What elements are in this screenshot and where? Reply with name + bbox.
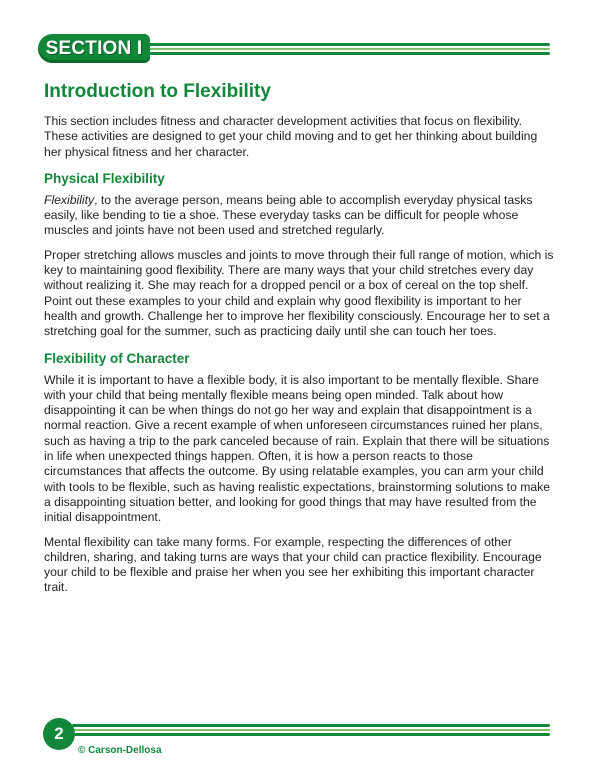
character-paragraph-1: While it is important to have a flexible body, it is also important to be mentally flexible. Share with your child that being mentally flexible means being open minded. Talk about how disappointing it can be when things do not go her way and explain that disappointment is a normal reaction. Give a recent example of when unforeseen circumstances ruined her plans, such as having a trip to the park canceled because of rain. Explain that there will be situations in life when unexpected things happen. Often, it is how a person reacts to those circumstances that affects the outcome. By using relatable examples, you can arm your child with tools to be flexible, such as having realistic expectations, brainstorming solutions to make a disappointing situation better, and looking for good things that may have resulted from the initial disappointment. bbox=[44, 372, 551, 525]
physical-flexibility-heading: Physical Flexibility bbox=[44, 170, 165, 186]
character-flexibility-heading: Flexibility of Character bbox=[44, 350, 190, 366]
physical-paragraph-1-text: , to the average person, means being able to accomplish everyday physical tasks easily, like bending to tie a shoe. These everyday tasks can be difficult for people whose muscles and joints have not been used and stretched regularly. bbox=[44, 192, 533, 238]
physical-paragraph-2: Proper stretching allows muscles and joints to move through their full range of motion, which is key to maintaining good flexibility. There are many ways that your child stretches every day without realizing it. She may reach for a dropped pencil or a box of cereal on the top shelf. Point out these examples to your child and explain why good flexibility is important to her health and growth. Challenge her to improve her flexibility consciously. Encourage her to set a stretching goal for the summer, such as practicing daily until she can touch her toes. bbox=[44, 247, 554, 339]
section-header bbox=[38, 34, 550, 64]
flexibility-term: Flexibility bbox=[44, 192, 95, 207]
character-paragraph-2: Mental flexibility can take many forms. For example, respecting the differences of other children, sharing, and taking turns are ways that your child can practice flexibility. Encourage your child to be flexible and praise her when you see her exhibiting this important character trait. bbox=[44, 534, 542, 595]
page-title: Introduction to Flexibility bbox=[44, 81, 271, 102]
main-content bbox=[44, 78, 554, 605]
section-label: SECTION I bbox=[45, 38, 143, 59]
physical-paragraph-1 bbox=[44, 193, 554, 239]
footer-rule-mid bbox=[72, 729, 550, 731]
header-rule-top bbox=[138, 43, 550, 46]
page-number-badge: 2 bbox=[43, 718, 75, 750]
header-rule-mid bbox=[138, 48, 550, 50]
intro-paragraph: This section includes fitness and character development activities that focus on flexibility. These activities are designed to get your child moving and to get her thinking about building her physical fitness and her character. bbox=[44, 114, 538, 159]
copyright-text: © Carson-Dellosa bbox=[78, 745, 162, 756]
header-rule-bottom bbox=[138, 52, 550, 55]
footer-rule-bottom bbox=[72, 733, 550, 736]
footer-rule-top bbox=[72, 724, 550, 727]
